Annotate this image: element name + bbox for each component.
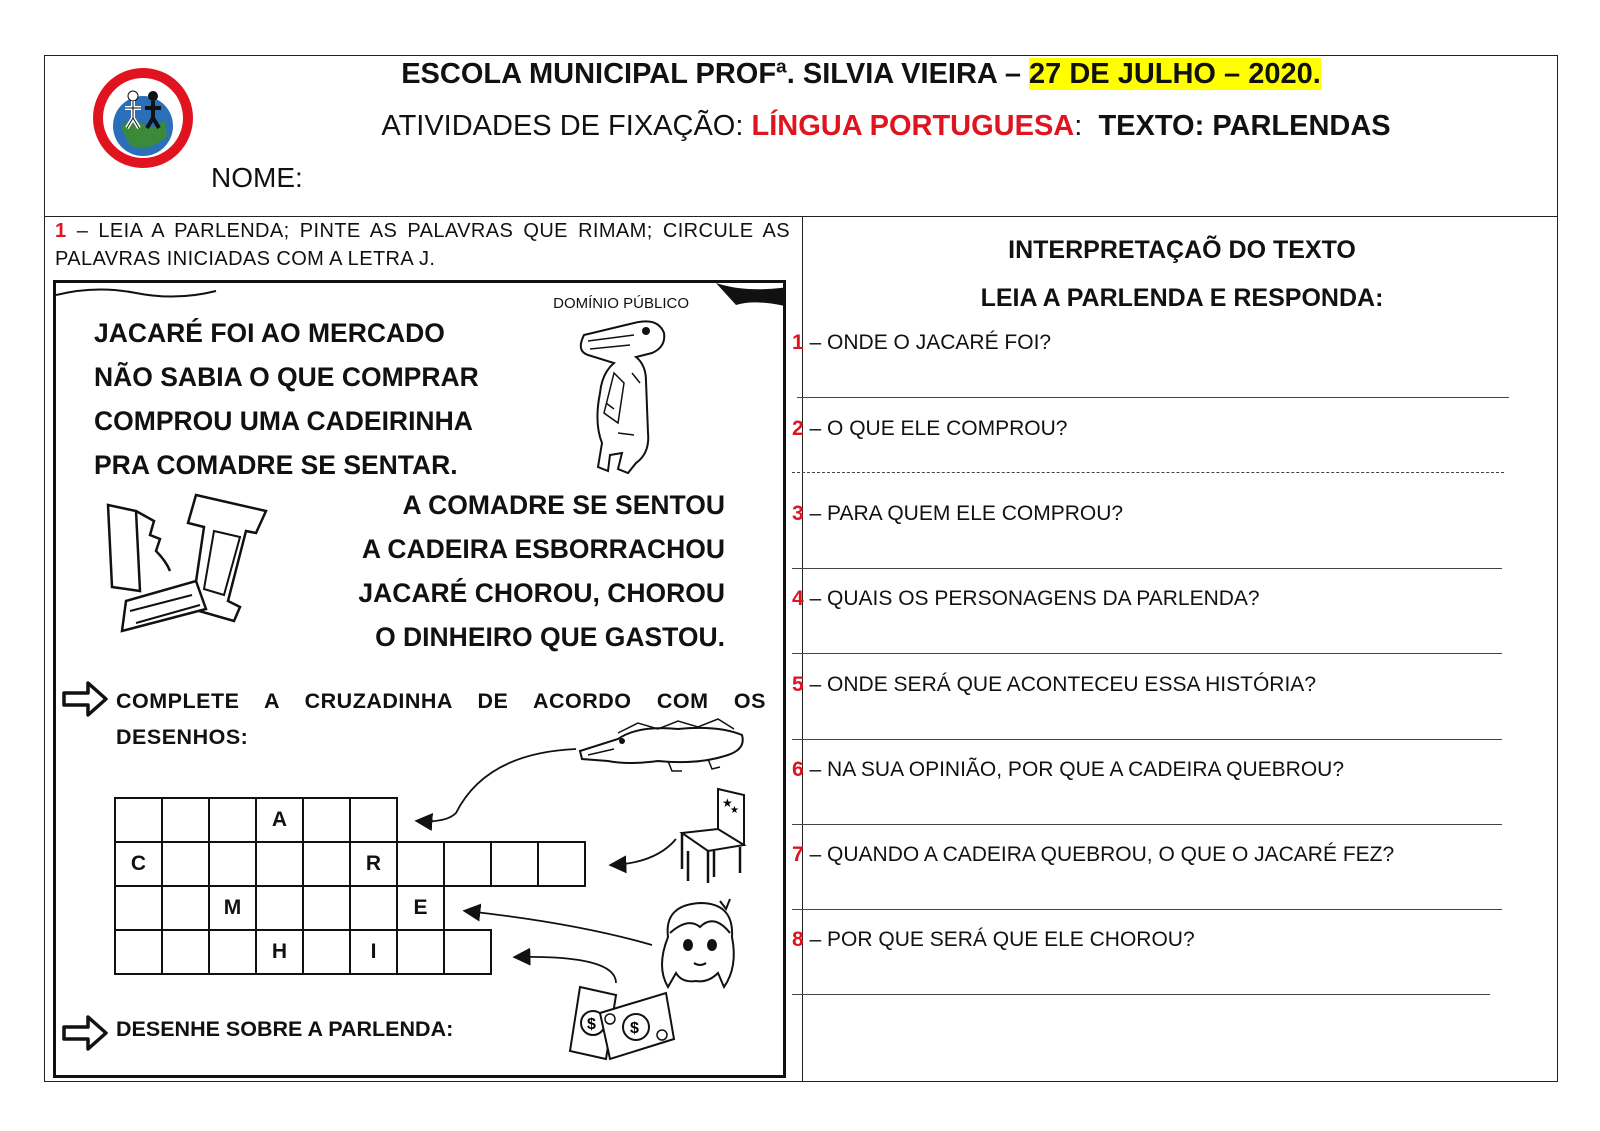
answer-line[interactable] [792,909,1502,910]
crossword-cell[interactable]: E [396,885,445,931]
question-text: – ONDE O JACARÉ FOI? [809,331,1052,354]
crossword-cell[interactable]: R [349,841,398,887]
question-3 [792,502,1123,526]
question-text: – QUAIS OS PERSONAGENS DA PARLENDA? [809,587,1260,610]
poem-line: JACARÉ FOI AO MERCADO [94,318,445,348]
arrow-right-icon [62,1013,110,1053]
subject-label: LÍNGUA PORTUGUESA [751,110,1075,142]
crossword-cell[interactable]: I [349,929,398,975]
question-2 [792,417,1067,441]
alligator-icon [578,715,748,775]
question-5 [792,673,1316,697]
interpretation-title: INTERPRETAÇAÕ DO TEXTO [1008,236,1356,264]
question-number: 4 [792,587,804,610]
activity-title [45,110,1557,143]
question-number: 5 [792,673,804,696]
svg-text:$: $ [630,1020,639,1037]
question-text: – QUANDO A CADEIRA QUEBROU, O QUE O JACARÉ FEZ? [809,843,1395,866]
poem-line: A CADEIRA ESBORRACHOU [361,534,725,564]
question-number: 2 [792,417,804,440]
instruction-number: 1 [55,220,67,242]
header [45,56,1557,217]
question-number: 1 [792,331,804,354]
date-highlight: 27 DE JULHO – 2020. [1029,58,1321,90]
crossword-task: COMPLETE A CRUZADINHA DE ACORDO COM OS DESENHOS: [116,689,766,749]
question-4 [792,587,1260,611]
question-number: 3 [792,502,804,525]
poem-line: O DINHEIRO QUE GASTOU. [375,622,725,652]
question-text: – PARA QUEM ELE COMPROU? [809,502,1124,525]
instruction [55,217,790,273]
activity-prefix: ATIVIDADES DE FIXAÇÃO: [381,110,744,142]
crossword-cell[interactable]: H [255,929,304,975]
question-text: – NA SUA OPINIÃO, POR QUE A CADEIRA QUEBROU? [809,758,1345,781]
answer-line[interactable] [792,472,1504,473]
poem-line: A COMADRE SE SENTOU [402,490,725,520]
question-text: – O QUE ELE COMPROU? [809,417,1068,440]
answer-line[interactable] [792,824,1502,825]
question-text: – POR QUE SERÁ QUE ELE CHOROU? [809,928,1195,951]
poem-line: JACARÉ CHOROU, CHOROU [358,578,725,608]
chair-icon [678,785,750,887]
answer-line[interactable] [797,397,1509,398]
draw-task: DESENHE SOBRE A PARLENDA: [116,1017,454,1041]
parlenda-frame [53,280,786,1078]
poem-line: COMPROU UMA CADEIRINHA [94,406,473,436]
interpretation-subtitle: LEIA A PARLENDA E RESPONDA: [980,284,1384,312]
answer-line[interactable] [792,653,1502,654]
question-number: 6 [792,758,804,781]
crossword-cell[interactable]: C [114,841,163,887]
text-label: TEXTO: PARLENDAS [1098,110,1391,142]
crossword-cell[interactable]: A [255,797,304,843]
source-label: DOMÍNIO PÚBLICO [553,295,689,312]
svg-text:★: ★ [730,805,739,816]
question-1 [792,331,1051,355]
poem-line: PRA COMADRE SE SENTAR. [94,450,458,480]
question-text: – ONDE SERÁ QUE ACONTECEU ESSA HISTÓRIA? [809,673,1316,696]
svg-text:★: ★ [722,796,733,810]
school-title [45,58,1557,91]
question-number: 7 [792,843,804,866]
svg-text:$: $ [587,1016,596,1033]
money-icon [566,979,676,1067]
question-7 [792,843,1394,867]
question-6 [792,758,1344,782]
answer-line[interactable] [792,739,1502,740]
answer-line[interactable] [792,994,1490,995]
poem-line: NÃO SABIA O QUE COMPRAR [94,362,479,392]
school-name: ESCOLA MUNICIPAL PROFª. SILVIA VIEIRA – [401,58,1021,90]
answer-line[interactable] [792,568,1502,569]
question-8 [792,928,1195,952]
instruction-text: – LEIA A PARLENDA; PINTE AS PALAVRAS QUE RIMAM; CIRCULE AS PALAVRAS INICIADAS COM A LETRA J. [55,220,790,270]
worksheet [44,55,1558,1082]
subject-colon: : [1074,110,1083,142]
crossword-cell[interactable]: M [208,885,257,931]
name-label: NOME: [211,162,303,193]
question-number: 8 [792,928,804,951]
